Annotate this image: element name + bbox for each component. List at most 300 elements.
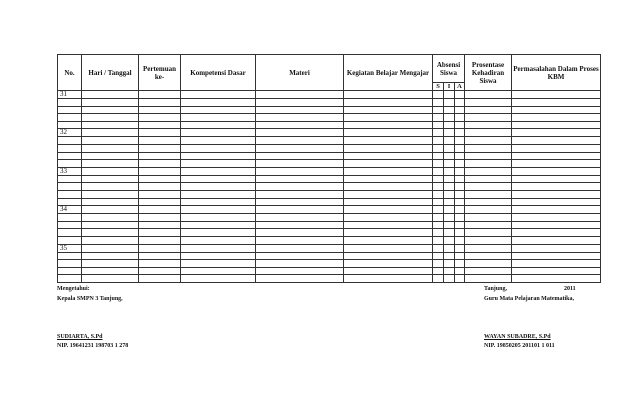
table-cell <box>465 229 512 237</box>
table-cell <box>444 99 455 107</box>
table-cell <box>444 214 455 222</box>
table-cell <box>455 190 465 198</box>
table-cell <box>433 275 444 283</box>
table-row <box>58 206 601 214</box>
table-cell <box>58 221 82 229</box>
journal-body <box>58 91 601 283</box>
header-absensi: Absensi Siswa <box>433 55 465 83</box>
table-row <box>58 114 601 122</box>
table-cell <box>433 129 444 137</box>
table-cell <box>256 260 344 268</box>
table-cell <box>433 260 444 268</box>
table-cell <box>512 267 601 275</box>
table-cell <box>344 99 433 107</box>
table-cell <box>455 144 465 152</box>
table-cell <box>455 167 465 175</box>
table-cell <box>444 137 455 145</box>
table-cell <box>82 183 139 191</box>
table-cell <box>444 252 455 260</box>
table-cell <box>444 160 455 168</box>
table-cell <box>455 183 465 191</box>
table-cell <box>344 137 433 145</box>
table-cell <box>139 183 181 191</box>
table-cell <box>256 167 344 175</box>
table-cell <box>344 144 433 152</box>
table-cell <box>344 175 433 183</box>
table-cell <box>512 252 601 260</box>
table-cell <box>444 198 455 206</box>
table-cell <box>344 160 433 168</box>
header-absensi-s: S <box>433 83 444 91</box>
row-number: 31 <box>58 91 82 99</box>
table-cell <box>455 137 465 145</box>
table-cell <box>181 160 256 168</box>
table-cell <box>256 160 344 168</box>
table-cell <box>512 214 601 222</box>
table-cell <box>433 175 444 183</box>
table-cell <box>512 190 601 198</box>
table-cell <box>256 214 344 222</box>
table-cell <box>58 99 82 107</box>
table-cell <box>512 160 601 168</box>
table-row <box>58 229 601 237</box>
table-cell <box>181 167 256 175</box>
table-cell <box>344 229 433 237</box>
table-cell <box>344 183 433 191</box>
table-row <box>58 175 601 183</box>
table-cell <box>82 121 139 129</box>
table-row <box>58 260 601 268</box>
table-cell <box>433 137 444 145</box>
table-cell <box>465 260 512 268</box>
table-cell <box>181 144 256 152</box>
table-cell <box>344 267 433 275</box>
table-cell <box>82 260 139 268</box>
table-cell <box>181 236 256 244</box>
table-cell <box>465 252 512 260</box>
table-cell <box>512 175 601 183</box>
table-cell <box>344 244 433 252</box>
table-cell <box>58 121 82 129</box>
table-cell <box>139 91 181 99</box>
row-number: 34 <box>58 206 82 214</box>
table-cell <box>58 267 82 275</box>
table-cell <box>139 229 181 237</box>
table-cell <box>58 190 82 198</box>
table-cell <box>344 129 433 137</box>
table-cell <box>433 221 444 229</box>
footer-year: 2011 <box>564 286 576 292</box>
table-cell <box>139 236 181 244</box>
table-cell <box>455 160 465 168</box>
table-cell <box>181 137 256 145</box>
table-cell <box>256 244 344 252</box>
table-cell <box>181 114 256 122</box>
table-cell <box>433 190 444 198</box>
table-cell <box>256 121 344 129</box>
table-cell <box>139 137 181 145</box>
table-cell <box>82 190 139 198</box>
table-cell <box>139 267 181 275</box>
table-cell <box>181 267 256 275</box>
table-cell <box>433 160 444 168</box>
footer-place: Tanjung, <box>484 286 507 292</box>
table-cell <box>455 106 465 114</box>
table-cell <box>444 114 455 122</box>
table-cell <box>455 260 465 268</box>
table-cell <box>82 244 139 252</box>
table-cell <box>82 206 139 214</box>
table-row <box>58 137 601 145</box>
table-cell <box>512 129 601 137</box>
table-cell <box>256 206 344 214</box>
footer-kepala-role: Kepala SMPN 3 Tanjung, <box>57 296 123 302</box>
table-cell <box>181 198 256 206</box>
table-cell <box>139 198 181 206</box>
table-cell <box>512 99 601 107</box>
table-cell <box>82 175 139 183</box>
table-cell <box>433 229 444 237</box>
table-row <box>58 267 601 275</box>
table-cell <box>139 221 181 229</box>
header-kegiatan: Kegiatan Belajar Mengajar <box>344 55 433 91</box>
table-cell <box>512 91 601 99</box>
table-cell <box>444 129 455 137</box>
table-row <box>58 160 601 168</box>
table-cell <box>344 221 433 229</box>
table-cell <box>512 106 601 114</box>
table-row <box>58 214 601 222</box>
table-cell <box>139 160 181 168</box>
table-cell <box>82 106 139 114</box>
table-cell <box>139 214 181 222</box>
table-cell <box>256 129 344 137</box>
table-cell <box>82 214 139 222</box>
table-cell <box>82 152 139 160</box>
table-cell <box>82 91 139 99</box>
table-cell <box>58 183 82 191</box>
table-cell <box>465 152 512 160</box>
table-cell <box>256 267 344 275</box>
footer-kepala-name: SUDIARTA, S.Pd <box>57 334 103 340</box>
table-cell <box>82 99 139 107</box>
table-cell <box>181 214 256 222</box>
table-cell <box>433 206 444 214</box>
table-row <box>58 121 601 129</box>
table-cell <box>465 129 512 137</box>
table-cell <box>433 121 444 129</box>
table-cell <box>433 183 444 191</box>
table-cell <box>444 267 455 275</box>
table-cell <box>181 229 256 237</box>
table-cell <box>139 106 181 114</box>
table-cell <box>256 91 344 99</box>
table-cell <box>455 229 465 237</box>
table-cell <box>58 236 82 244</box>
table-cell <box>465 144 512 152</box>
row-number: 32 <box>58 129 82 137</box>
table-cell <box>256 137 344 145</box>
table-cell <box>256 175 344 183</box>
table-cell <box>82 267 139 275</box>
header-kompetensi-dasar: Kompetensi Dasar <box>181 55 256 91</box>
table-cell <box>444 91 455 99</box>
table-cell <box>344 114 433 122</box>
table-cell <box>512 229 601 237</box>
table-cell <box>455 121 465 129</box>
table-cell <box>344 206 433 214</box>
table-cell <box>465 267 512 275</box>
table-cell <box>455 244 465 252</box>
table-row <box>58 183 601 191</box>
table-cell <box>465 167 512 175</box>
table-cell <box>444 175 455 183</box>
table-cell <box>433 198 444 206</box>
table-cell <box>181 260 256 268</box>
table-cell <box>58 160 82 168</box>
table-cell <box>433 99 444 107</box>
table-cell <box>465 91 512 99</box>
table-cell <box>181 152 256 160</box>
table-cell <box>455 129 465 137</box>
table-cell <box>455 152 465 160</box>
table-cell <box>512 137 601 145</box>
table-cell <box>58 106 82 114</box>
table-row <box>58 198 601 206</box>
table-cell <box>256 144 344 152</box>
table-cell <box>82 114 139 122</box>
table-cell <box>82 236 139 244</box>
table-cell <box>82 167 139 175</box>
table-cell <box>344 152 433 160</box>
table-row <box>58 129 601 137</box>
table-cell <box>139 152 181 160</box>
table-cell <box>433 252 444 260</box>
table-cell <box>465 214 512 222</box>
table-cell <box>181 91 256 99</box>
table-cell <box>455 198 465 206</box>
table-cell <box>433 267 444 275</box>
table-cell <box>139 275 181 283</box>
table-cell <box>181 121 256 129</box>
table-cell <box>512 121 601 129</box>
header-permasalahan: Permasalahan Dalam Proses KBM <box>512 55 601 91</box>
table-cell <box>344 198 433 206</box>
table-cell <box>444 236 455 244</box>
header-no: No. <box>58 55 82 91</box>
table-cell <box>58 144 82 152</box>
footer-guru-nip: NIP. 19850205 201101 1 011 <box>484 343 555 349</box>
table-cell <box>455 114 465 122</box>
table-cell <box>58 275 82 283</box>
table-cell <box>512 275 601 283</box>
table-cell <box>82 137 139 145</box>
table-cell <box>465 244 512 252</box>
table-cell <box>58 175 82 183</box>
table-row <box>58 91 601 99</box>
table-cell <box>256 183 344 191</box>
table-cell <box>139 252 181 260</box>
table-cell <box>444 121 455 129</box>
table-cell <box>256 229 344 237</box>
table-cell <box>455 252 465 260</box>
table-cell <box>139 114 181 122</box>
table-row <box>58 99 601 107</box>
table-cell <box>465 99 512 107</box>
table-row <box>58 244 601 252</box>
table-cell <box>58 137 82 145</box>
table-row <box>58 221 601 229</box>
table-cell <box>444 244 455 252</box>
table-row <box>58 252 601 260</box>
table-cell <box>512 144 601 152</box>
table-row <box>58 190 601 198</box>
table-cell <box>444 106 455 114</box>
table-cell <box>512 244 601 252</box>
table-cell <box>433 106 444 114</box>
table-cell <box>344 260 433 268</box>
table-cell <box>512 206 601 214</box>
table-cell <box>256 114 344 122</box>
table-row <box>58 152 601 160</box>
table-cell <box>58 252 82 260</box>
table-cell <box>139 175 181 183</box>
footer-guru-name: WAYAN SUBADRE, S.Pd <box>484 334 551 340</box>
table-row <box>58 144 601 152</box>
table-cell <box>433 144 444 152</box>
table-cell <box>455 91 465 99</box>
table-cell <box>465 175 512 183</box>
footer-kepala-nip: NIP. 19641231 198703 1 278 <box>57 343 129 349</box>
table-cell <box>139 99 181 107</box>
table-cell <box>344 121 433 129</box>
table-cell <box>465 114 512 122</box>
header-absensi-a: A <box>455 83 465 91</box>
table-cell <box>181 99 256 107</box>
table-cell <box>465 221 512 229</box>
table-cell <box>58 198 82 206</box>
table-cell <box>433 244 444 252</box>
table-cell <box>256 106 344 114</box>
table-cell <box>433 91 444 99</box>
table-cell <box>256 198 344 206</box>
table-cell <box>256 152 344 160</box>
table-cell <box>465 106 512 114</box>
table-cell <box>181 244 256 252</box>
table-cell <box>58 214 82 222</box>
table-cell <box>512 236 601 244</box>
row-number: 35 <box>58 244 82 252</box>
table-cell <box>181 252 256 260</box>
table-cell <box>82 198 139 206</box>
table-cell <box>444 229 455 237</box>
table-cell <box>82 252 139 260</box>
table-cell <box>82 275 139 283</box>
table-cell <box>181 275 256 283</box>
table-cell <box>58 229 82 237</box>
table-cell <box>139 206 181 214</box>
table-cell <box>82 160 139 168</box>
table-cell <box>181 190 256 198</box>
row-number: 33 <box>58 167 82 175</box>
table-cell <box>433 114 444 122</box>
table-cell <box>444 260 455 268</box>
table-cell <box>344 167 433 175</box>
table-cell <box>444 275 455 283</box>
table-cell <box>181 106 256 114</box>
header-hari-tanggal: Hari / Tanggal <box>82 55 139 91</box>
table-cell <box>465 160 512 168</box>
table-cell <box>256 275 344 283</box>
table-cell <box>444 183 455 191</box>
table-cell <box>455 214 465 222</box>
table-row <box>58 167 601 175</box>
table-cell <box>512 221 601 229</box>
table-cell <box>181 221 256 229</box>
table-cell <box>256 252 344 260</box>
table-cell <box>444 221 455 229</box>
header-prosentase: Prosentase Kehadiran Siswa <box>465 55 512 91</box>
table-cell <box>58 152 82 160</box>
table-cell <box>444 206 455 214</box>
footer-guru-role: Guru Mata Pelajaran Matematika, <box>484 296 574 302</box>
table-cell <box>181 183 256 191</box>
table-cell <box>455 275 465 283</box>
table-cell <box>465 206 512 214</box>
footer-place-date <box>484 286 576 293</box>
table-cell <box>455 236 465 244</box>
table-cell <box>444 190 455 198</box>
table-cell <box>512 167 601 175</box>
table-cell <box>465 236 512 244</box>
table-cell <box>465 198 512 206</box>
table-cell <box>465 275 512 283</box>
footer-mengetahui: Mengetahui: <box>57 286 90 292</box>
table-cell <box>512 152 601 160</box>
table-cell <box>512 260 601 268</box>
table-cell <box>344 91 433 99</box>
table-cell <box>455 221 465 229</box>
table-cell <box>256 99 344 107</box>
table-cell <box>139 167 181 175</box>
table-cell <box>256 221 344 229</box>
table-cell <box>139 121 181 129</box>
table-cell <box>256 190 344 198</box>
table-cell <box>512 114 601 122</box>
table-cell <box>344 106 433 114</box>
table-cell <box>455 206 465 214</box>
table-cell <box>433 167 444 175</box>
table-cell <box>82 144 139 152</box>
table-cell <box>444 152 455 160</box>
table-cell <box>344 214 433 222</box>
table-cell <box>344 190 433 198</box>
table-cell <box>433 214 444 222</box>
table-row <box>58 275 601 283</box>
table-cell <box>512 183 601 191</box>
header-absensi-i: I <box>444 83 455 91</box>
table-cell <box>181 206 256 214</box>
table-cell <box>455 175 465 183</box>
table-cell <box>433 152 444 160</box>
table-cell <box>465 183 512 191</box>
table-cell <box>139 244 181 252</box>
table-cell <box>444 167 455 175</box>
table-cell <box>139 260 181 268</box>
table-row <box>58 236 601 244</box>
table-cell <box>181 175 256 183</box>
table-cell <box>139 190 181 198</box>
